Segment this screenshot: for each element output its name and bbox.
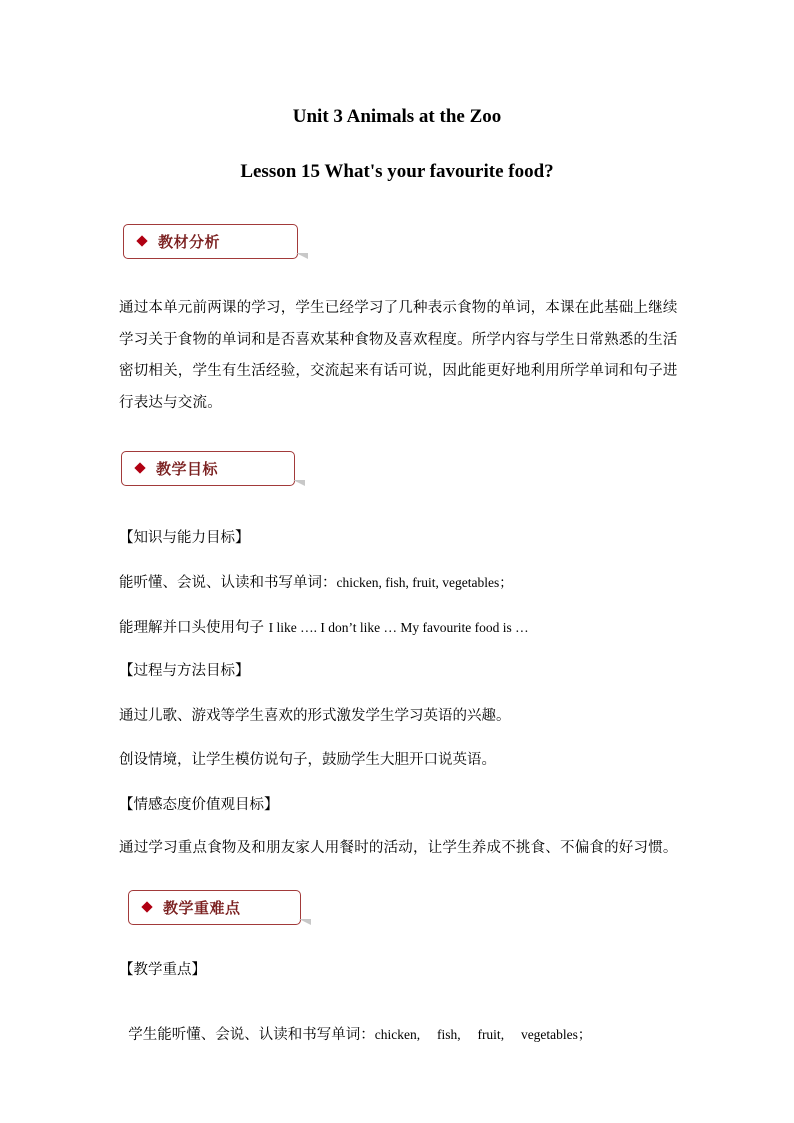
section-tag-analysis — [123, 224, 298, 259]
emotion-heading: 【情感态度价值观目标】 — [119, 797, 279, 813]
section-heading: 教学重难点 — [163, 899, 241, 917]
tag-shadow — [299, 919, 311, 925]
tag-shadow — [293, 480, 305, 486]
diamond-icon — [136, 235, 147, 246]
lesson-title: Lesson 15 What's your favourite food? — [240, 161, 554, 182]
knowledge-item-words: chicken, fish, fruit, vegetables； — [336, 575, 513, 590]
section-tag-goals — [121, 451, 295, 486]
section-tag-key-points — [128, 890, 301, 925]
focus-item-text: 学生能听懂、会说、认读和书写单词： — [128, 1027, 375, 1043]
knowledge-item-sentences: I like …. I don’t like … My favourite food is … — [268, 620, 529, 635]
unit-title: Unit 3 Animals at the Zoo — [292, 106, 502, 127]
knowledge-heading: 【知识与能力目标】 — [119, 530, 250, 546]
tag-shadow — [296, 253, 308, 259]
analysis-paragraph: 通过本单元前两课的学习，学生已经学习了几种表示食物的单词，本课在此基础上继续学习关于食物的单词和是否喜欢某种食物及喜欢程度。所学内容与学生日常熟悉的生活密切相关，学生有生活经验，交流起来有话可说，因此能更好地利用所学单词和句子进行表达与交流。 — [119, 300, 678, 411]
knowledge-item-text: 能理解并口头使用句子 — [119, 620, 269, 636]
focus-heading: 【教学重点】 — [119, 962, 206, 978]
knowledge-item — [119, 618, 529, 638]
emotion-paragraph: 通过学习重点食物及和朋友家人用餐时的活动，让学生养成不挑食、不偏食的好习惯。 — [119, 840, 678, 856]
focus-item-words: chicken, fish, fruit, vegetables； — [374, 1027, 592, 1042]
process-item: 通过儿歌、游戏等学生喜欢的形式激发学生学习英语的兴趣。 — [119, 708, 511, 724]
knowledge-item-text: 能听懂、会说、认读和书写单词： — [119, 575, 337, 591]
diamond-icon — [134, 462, 145, 473]
process-heading: 【过程与方法目标】 — [119, 663, 250, 679]
knowledge-item — [119, 573, 513, 593]
section-heading: 教学目标 — [156, 460, 219, 478]
diamond-icon — [141, 901, 152, 912]
section-heading: 教材分析 — [158, 233, 221, 251]
focus-item — [119, 1005, 591, 1045]
process-item: 创设情境，让学生模仿说句子，鼓励学生大胆开口说英语。 — [119, 752, 496, 768]
